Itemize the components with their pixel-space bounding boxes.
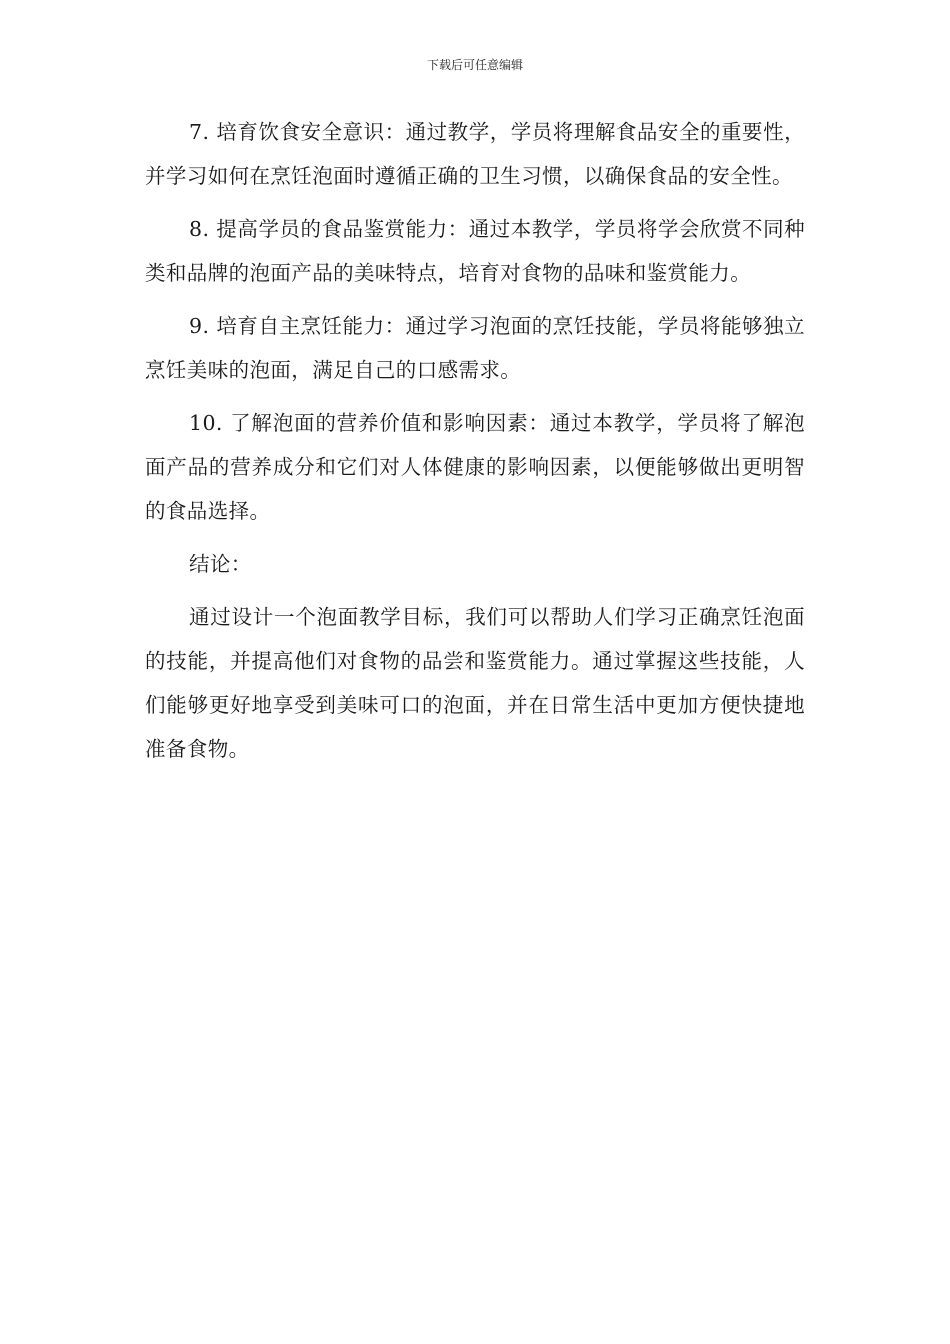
conclusion-paragraph: 通过设计一个泡面教学目标，我们可以帮助人们学习正确烹饪泡面的技能，并提高他们对食物的品尝和鉴赏能力。通过掌握这些技能，人们能够更好地享受到美味可口的泡面，并在日常生活中更加方便快捷地准备食物。 xyxy=(145,605,805,761)
paragraph-objective-7: 7. 培育饮食安全意识：通过教学，学员将理解食品安全的重要性，并学习如何在烹饪泡面时遵循正确的卫生习惯，以确保食品的安全性。 xyxy=(145,120,805,188)
conclusion-heading: 结论： xyxy=(189,552,252,576)
page-header: 下载后可任意编辑 xyxy=(426,58,523,72)
document-body xyxy=(145,110,805,780)
paragraph-objective-8: 8. 提高学员的食品鉴赏能力：通过本教学，学员将学会欣赏不同种类和品牌的泡面产品的美味特点，培育对食物的品味和鉴赏能力。 xyxy=(145,217,805,285)
paragraph-objective-9: 9. 培育自主烹饪能力：通过学习泡面的烹饪技能，学员将能够独立烹饪美味的泡面，满足自己的口感需求。 xyxy=(145,314,805,382)
paragraph-objective-10: 10. 了解泡面的营养价值和影响因素：通过本教学，学员将了解泡面产品的营养成分和它们对人体健康的影响因素，以便能够做出更明智的食品选择。 xyxy=(145,411,805,523)
